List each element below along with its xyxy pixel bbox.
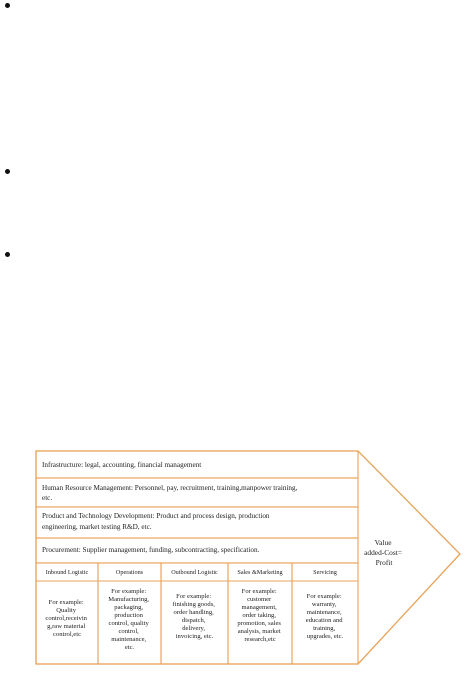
primary-title-operations: Operations — [115, 569, 144, 576]
margin-text: Value added-Cost= Profit — [364, 538, 402, 567]
primary-title-inbound: Inbound Logistic — [45, 569, 89, 576]
support-text-hrm: Human Resource Management: Personnel, pay, recruitment, training,manpower training, etc. — [42, 484, 298, 502]
primary-desc-outbound: For example: finishing goods, order handling, dispatch, delivery, invoicing, etc. — [172, 593, 215, 640]
primary-desc-operations: For example: Manufacturing, packaging, production control, quality control, maintenance, etc. — [108, 588, 150, 651]
primary-title-servicing: Servicing — [313, 569, 337, 576]
support-text-infrastructure: Infrastructure: legal, accounting, financial management — [42, 461, 202, 469]
support-text-technology: Product and Technology Development: Product and process design, production engineering, market testing R&D, etc. — [42, 512, 270, 531]
primary-title-sales: Sales &Marketing — [237, 569, 283, 576]
primary-desc-sales: For example: customer management, order taking, promotion, sales analysis, market research,etc — [237, 588, 281, 643]
primary-title-outbound: Outbound Logistic — [171, 569, 218, 576]
primary-desc-inbound: For example: Quality control,receivin g,raw material control,etc — [45, 599, 87, 638]
support-text-procurement: Procurement: Supplier management, funding, subcontracting, specification. — [42, 546, 260, 554]
primary-desc-servicing: For example: warranty, maintenance, education and training, upgrades, etc. — [305, 593, 344, 640]
